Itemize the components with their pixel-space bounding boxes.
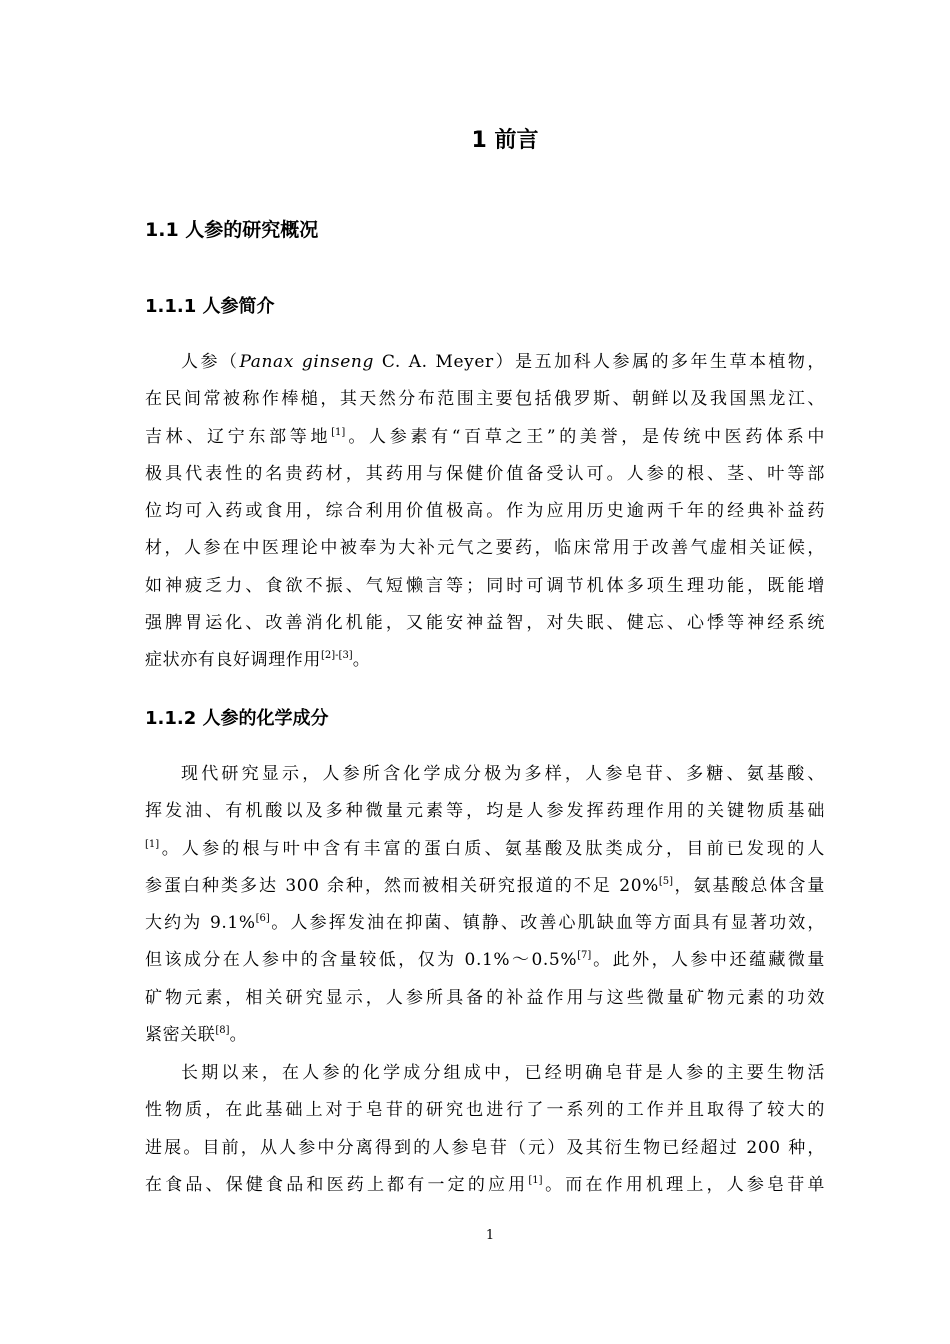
paragraph-chemical-components bbox=[145, 756, 825, 1054]
subsection-title-intro: 1.1.1 人参简介 bbox=[145, 296, 275, 317]
chapter-title: 1 前言 bbox=[471, 128, 539, 153]
text-line: 材，人参在中医理论中被奉为大补元气之要药，临床常用于改善气虚相关证候， bbox=[145, 538, 825, 559]
text-line: 现代研究显示，人参所含化学成分极为多样，人参皂苷、多糖、氨基酸、 bbox=[181, 764, 825, 784]
text-line: 在食品、保健食品和医药上都有一定的应用[1]。而在作用机理上，人参皂苷单 bbox=[145, 1174, 825, 1195]
citation: [8] bbox=[215, 1025, 230, 1037]
citation: [2]-[3] bbox=[321, 650, 353, 662]
text-line: 进展。目前，从人参中分离得到的人参皂苷（元）及其衍生物已经超过 200 种， bbox=[145, 1137, 825, 1158]
text-line: 症状亦有良好调理作用[2]-[3]。 bbox=[145, 650, 371, 671]
text-line: 吉林、辽宁东部等地[1]。人参素有“百草之王”的美誉，是传统中医药体系中 bbox=[145, 426, 825, 447]
text-line: 位均可入药或食用，综合利用价值极高。作为应用历史逾两千年的经典补益药 bbox=[145, 501, 825, 522]
text-line: 但该成分在人参中的含量较低，仅为 0.1%～0.5%[7]。此外，人参中还蕴藏微量 bbox=[145, 950, 825, 971]
text-line: 参蛋白种类多达 300 余种，然而被相关研究报道的不足 20%[5]，氨基酸总体含量 bbox=[145, 875, 825, 896]
text-line: 人参（Panax ginseng C. A. Meyer）是五加科人参属的多年生草本植物， bbox=[181, 352, 826, 372]
subsection-title-chemistry: 1.1.2 人参的化学成分 bbox=[145, 708, 329, 729]
paragraph-saponins bbox=[145, 1055, 825, 1204]
text-line: 强脾胃运化、改善消化机能，又能安神益智，对失眠、健忘、心悸等神经系统 bbox=[145, 613, 825, 634]
citation: [1] bbox=[528, 1174, 543, 1186]
text-line: 在民间常被称作棒槌，其天然分布范围主要包括俄罗斯、朝鲜以及我国黑龙江、 bbox=[145, 389, 825, 410]
text-line: 大约为 9.1%[6]。人参挥发油在抑菌、镇静、改善心肌缺血等方面具有显著功效， bbox=[145, 913, 825, 934]
text-line: 长期以来，在人参的化学成分组成中，已经明确皂苷是人参的主要生物活 bbox=[181, 1063, 825, 1083]
paragraph-ginseng-intro bbox=[145, 344, 825, 680]
citation: [1] bbox=[331, 426, 346, 438]
citation: [6] bbox=[255, 913, 270, 925]
text-line: 性物质，在此基础上对于皂苷的研究也进行了一系列的工作并且取得了较大的 bbox=[145, 1100, 825, 1121]
text-line: 矿物元素，相关研究显示，人参所具备的补益作用与这些微量矿物元素的功效 bbox=[145, 987, 825, 1008]
citation: [5] bbox=[658, 875, 674, 887]
text-line: 极具代表性的名贵药材，其药用与保健价值备受认可。人参的根、茎、叶等部 bbox=[145, 463, 825, 484]
page-number: 1 bbox=[485, 1228, 495, 1243]
section-title: 1.1 人参的研究概况 bbox=[145, 219, 319, 241]
text-line: 如神疲乏力、食欲不振、气短懒言等；同时可调节机体多项生理功能，既能增 bbox=[145, 575, 825, 596]
text-line: [1]。人参的根与叶中含有丰富的蛋白质、氨基酸及肽类成分，目前已发现的人 bbox=[145, 838, 825, 859]
citation: [1] bbox=[145, 838, 160, 850]
text-line: 挥发油、有机酸以及多种微量元素等，均是人参发挥药理作用的关键物质基础 bbox=[145, 801, 825, 822]
latin-name: Panax ginseng bbox=[239, 352, 374, 372]
text-line: 紧密关联[8]。 bbox=[145, 1025, 248, 1046]
citation: [7] bbox=[577, 950, 592, 962]
